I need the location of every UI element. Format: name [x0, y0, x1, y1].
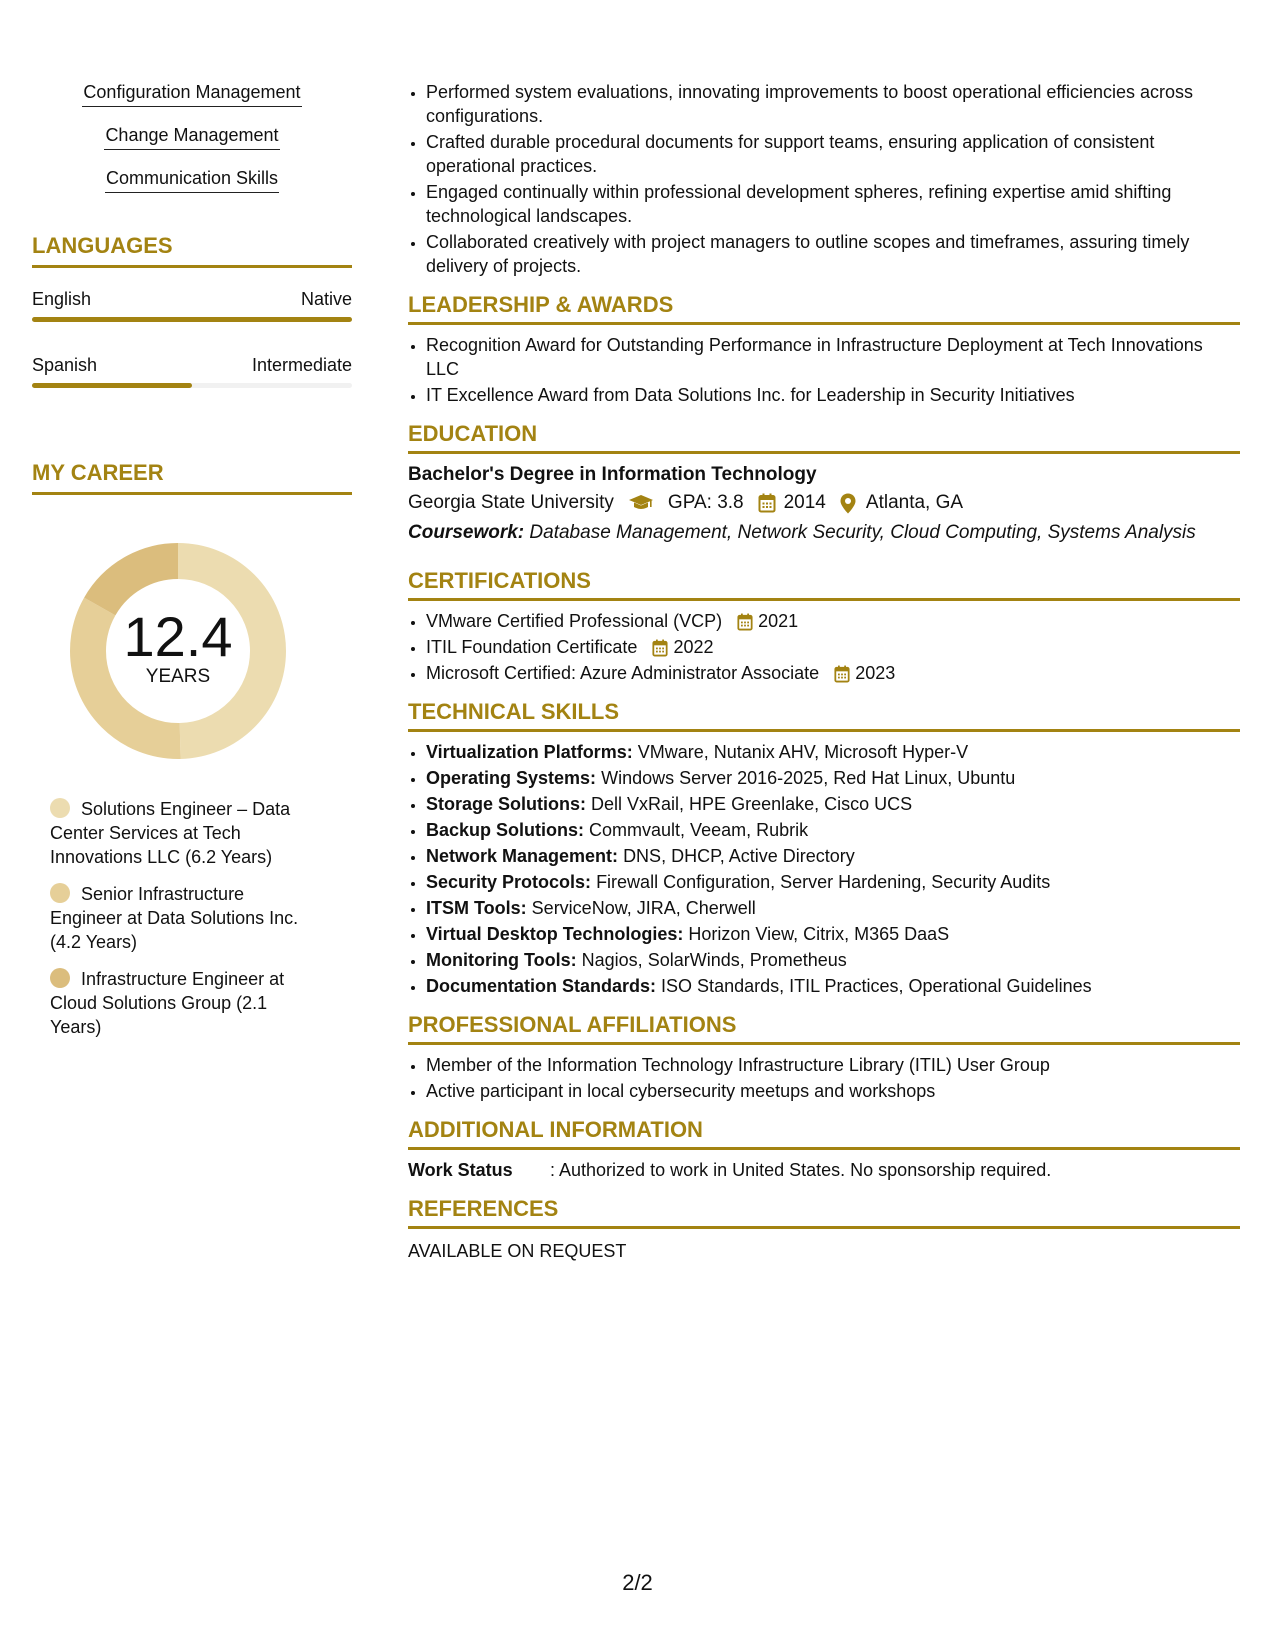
career-legend-item: Solutions Engineer – Data Center Services at Tech Innovations LLC (6.2 Years): [50, 799, 291, 867]
technical-skills-heading: TECHNICAL SKILLS: [408, 699, 1240, 732]
main-content: [408, 80, 1240, 1263]
map-pin-icon: [840, 493, 856, 514]
legend-dot: [50, 798, 70, 818]
work-status-value: : Authorized to work in United States. No sponsorship required.: [550, 1160, 1052, 1180]
calendar-icon: [737, 613, 753, 631]
language-english: [32, 288, 352, 322]
donut-center: [66, 539, 290, 763]
list-item: • Engaged continually within professional development spheres, refining expertise amid shifting technological landscapes.: [426, 180, 1240, 228]
language-name: English: [32, 289, 92, 309]
list-item: • Backup Solutions: Commvault, Veeam, Rubrik: [426, 818, 1240, 842]
list-item: • IT Excellence Award from Data Solutions Inc. for Leadership in Security Initiatives: [426, 383, 1240, 407]
list-item: • Security Protocols: Firewall Configuration, Server Hardening, Security Audits: [426, 870, 1240, 894]
certifications-list: [408, 609, 1240, 685]
language-proficiency-fill: [32, 383, 192, 388]
list-item: • Network Management: DNS, DHCP, Active Directory: [426, 844, 1240, 868]
school-name: Georgia State University: [408, 492, 614, 513]
references-heading: REFERENCES: [408, 1196, 1240, 1229]
education-heading: EDUCATION: [408, 421, 1240, 454]
skill-item: Communication Skills: [32, 166, 352, 193]
list-item: • Active participant in local cybersecurity meetups and workshops: [426, 1079, 1240, 1103]
coursework-label: Coursework:: [408, 522, 525, 543]
legend-dot: [50, 883, 70, 903]
skill-item: Configuration Management: [32, 80, 352, 107]
certifications-heading: CERTIFICATIONS: [408, 568, 1240, 601]
list-item: • Crafted durable procedural documents for support teams, ensuring application of consistent operational practices.: [426, 130, 1240, 178]
list-item: • Recognition Award for Outstanding Performance in Infrastructure Deployment at Tech Innovations LLC: [426, 333, 1240, 381]
language-proficiency-bar: [32, 383, 352, 388]
references-text: AVAILABLE ON REQUEST: [408, 1241, 627, 1261]
graduation-cap-icon: [628, 494, 654, 512]
language-level: Native: [300, 289, 352, 309]
technical-skills-list: [408, 740, 1240, 998]
coursework-list: Database Management, Network Security, Cloud Computing, Systems Analysis: [529, 522, 1196, 543]
school-location: Atlanta, GA: [865, 492, 964, 513]
certification-year: 2023: [855, 663, 896, 683]
list-item: • Storage Solutions: Dell VxRail, HPE Greenlake, Cisco UCS: [426, 792, 1240, 816]
skills-list: [32, 80, 352, 193]
list-item: • Documentation Standards: ISO Standards, ITIL Practices, Operational Guidelines: [426, 974, 1240, 998]
career-legend-item: Senior Infrastructure Engineer at Data Solutions Inc. (4.2 Years): [50, 884, 299, 952]
coursework: [408, 518, 1240, 548]
work-status-label: Work Status: [408, 1160, 513, 1180]
certification-year: 2021: [758, 611, 799, 631]
calendar-icon: [652, 639, 668, 657]
calendar-icon: [758, 493, 776, 513]
list-item: • ITSM Tools: ServiceNow, JIRA, Cherwell: [426, 896, 1240, 920]
career-legend-item: Infrastructure Engineer at Cloud Solutions Group (2.1 Years): [50, 969, 285, 1037]
experience-bullets: [408, 80, 1240, 278]
list-item: • Performed system evaluations, innovating improvements to boost operational efficiencies across configurations.: [426, 80, 1240, 128]
certification-item: • Microsoft Certified: Azure Administrator Associate 2023: [426, 661, 1240, 685]
legend-dot: [50, 968, 70, 988]
sidebar: [32, 80, 352, 1052]
affiliations-list: [408, 1053, 1240, 1103]
calendar-icon: [834, 665, 850, 683]
certification-year: 2022: [673, 637, 714, 657]
language-name: Spanish: [32, 355, 98, 375]
career-total-unit: YEARS: [145, 666, 211, 687]
additional-info-heading: ADDITIONAL INFORMATION: [408, 1117, 1240, 1150]
career-legend: [50, 797, 320, 1039]
list-item: • Member of the Information Technology Infrastructure Library (ITIL) User Group: [426, 1053, 1240, 1077]
career-donut-chart: [66, 539, 290, 763]
gpa: GPA: 3.8: [667, 492, 744, 513]
page-number: 2/2: [622, 1570, 653, 1595]
language-proficiency-bar: [32, 317, 352, 322]
language-proficiency-fill: [32, 317, 352, 322]
graduation-year: 2014: [783, 492, 826, 513]
skill-item: Change Management: [32, 123, 352, 150]
degree-title: Bachelor's Degree in Information Technology: [408, 464, 817, 485]
education-details: [408, 488, 1240, 518]
list-item: • Virtual Desktop Technologies: Horizon View, Citrix, M365 DaaS: [426, 922, 1240, 946]
list-item: • Operating Systems: Windows Server 2016-2025, Red Hat Linux, Ubuntu: [426, 766, 1240, 790]
leadership-heading: LEADERSHIP & AWARDS: [408, 292, 1240, 325]
list-item: • Virtualization Platforms: VMware, Nutanix AHV, Microsoft Hyper-V: [426, 740, 1240, 764]
languages-heading: LANGUAGES: [32, 233, 352, 268]
list-item: • Collaborated creatively with project managers to outline scopes and timeframes, assuring timely delivery of projects.: [426, 230, 1240, 278]
affiliations-heading: PROFESSIONAL AFFILIATIONS: [408, 1012, 1240, 1045]
certification-item: • ITIL Foundation Certificate 2022: [426, 635, 1240, 659]
career-heading: MY CAREER: [32, 460, 352, 495]
language-level: Intermediate: [251, 355, 352, 375]
certification-item: • VMware Certified Professional (VCP) 2021: [426, 609, 1240, 633]
career-total-years: 12.4: [123, 605, 233, 668]
list-item: • Monitoring Tools: Nagios, SolarWinds, Prometheus: [426, 948, 1240, 972]
leadership-list: [408, 333, 1240, 407]
language-spanish: [32, 354, 352, 388]
work-status: [408, 1158, 1240, 1182]
